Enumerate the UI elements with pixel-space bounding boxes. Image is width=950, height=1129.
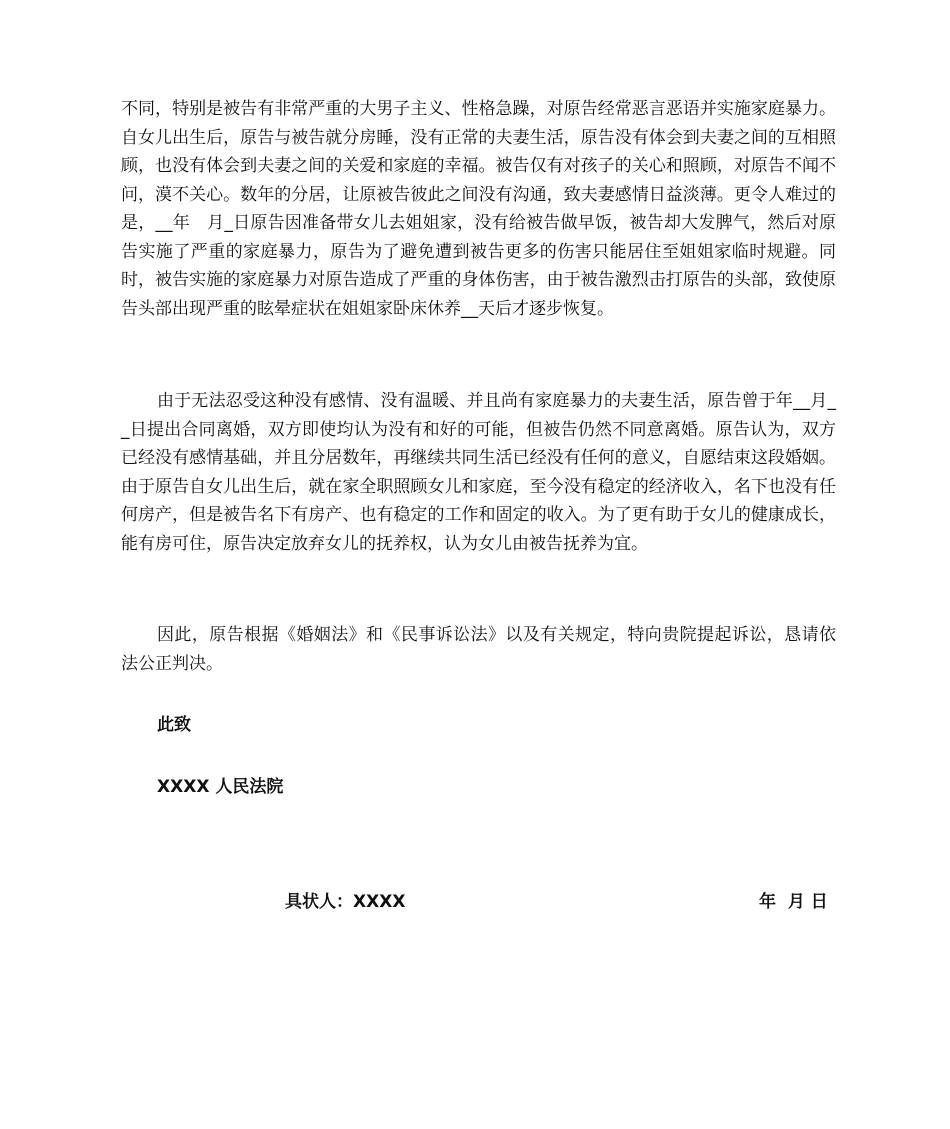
- salutation: 此致: [157, 715, 191, 735]
- court-name: XXXX 人民法院: [157, 777, 284, 797]
- paragraph-domestic-violence: 不同，特别是被告有非常严重的大男子主义、性格急躁，对原告经常恶言恶语并实施家庭暴力。自女儿出生后，原告与被告就分房睡，没有正常的夫妻生活，原告没有体会到夫妻之间的互相照顾，也没有体会到夫妻之间的关爱和家庭的幸福。被告仅有对孩子的关心和照顾，对原告不闻不问，漠不关心。数年的分居，让原被告彼此之间没有沟通，致夫妻感情日益淡薄。更令人难过的是，__年 月_日原告因准备带女儿去姐姐家，没有给被告做早饭，被告却大发脾气，然后对原告实施了严重的家庭暴力，原告为了避免遭到被告更多的伤害只能居住至姐姐家临时规避。同时，被告实施的家庭暴力对原告造成了严重的身体伤害，由于被告激烈击打原告的头部，致使原告头部出现严重的眩晕症状在姐姐家卧床休养__天后才逐步恢复。: [121, 99, 836, 319]
- date-line: 年 月 日: [759, 892, 828, 912]
- signature-line: 具状人：XXXX: [285, 892, 406, 912]
- paragraph-divorce-request: 由于无法忍受这种没有感情、没有温暖、并且尚有家庭暴力的夫妻生活，原告曾于年__月__日提出合同离婚，双方即使均认为没有和好的可能，但被告仍然不同意离婚。原告认为，双方已经没有感情基础，并且分居数年，再继续共同生活已经没有任何的意义，自愿结束这段婚姻。由于原告自女儿出生后，就在家全职照顾女儿和家庭，至今没有稳定的经济收入，名下也没有任何房产，但是被告名下有房产、也有稳定的工作和固定的收入。为了更有助于女儿的健康成长，能有房可住，原告决定放弃女儿的抚养权，认为女儿由被告抚养为宜。: [121, 391, 836, 554]
- paragraph-lawsuit-basis: 因此，原告根据《婚姻法》和《民事诉讼法》以及有关规定，特向贵院提起诉讼，恳请依法公正判决。: [121, 625, 836, 674]
